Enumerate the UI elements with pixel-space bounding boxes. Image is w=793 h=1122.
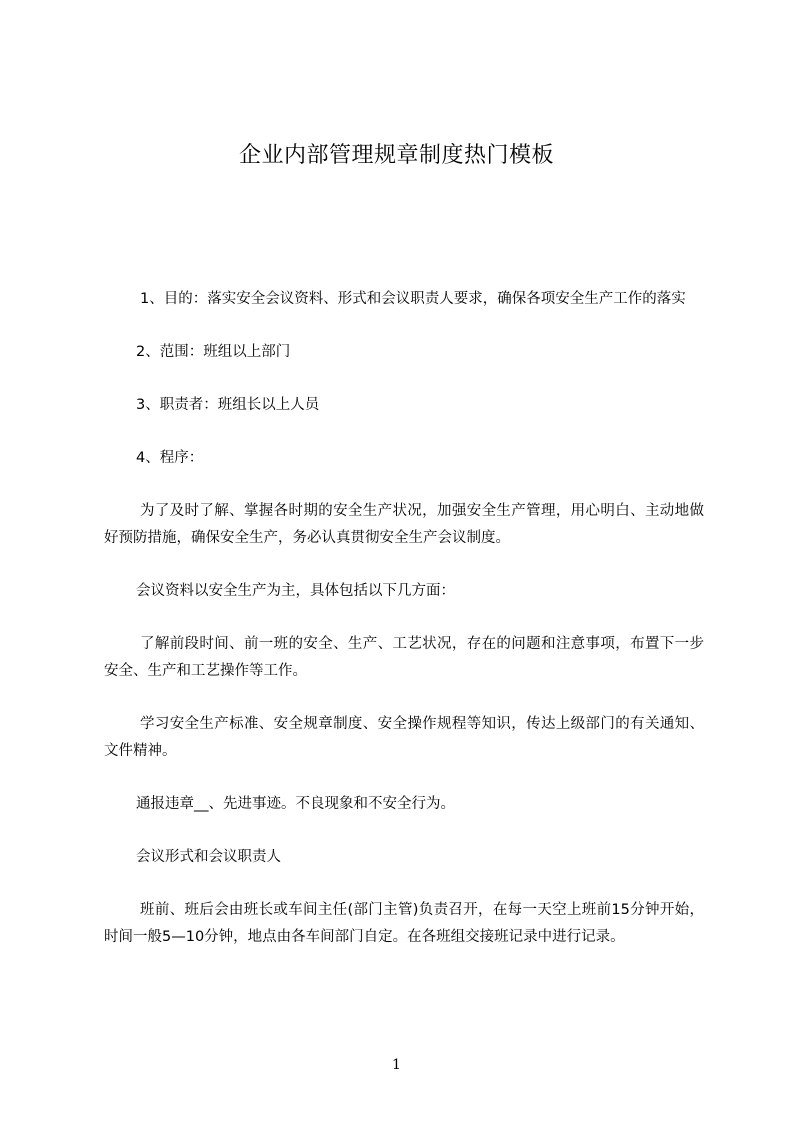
paragraph-review: 了解前段时间、前一班的安全、生产、工艺状况，存在的问题和注意事项，布置下一步安全、生产和工艺操作等工作。 — [104, 636, 704, 679]
document-body — [104, 286, 704, 977]
page-number: 1 — [392, 1057, 401, 1073]
paragraph-purpose: 1、目的：落实安全会议资料、形式和会议职责人要求，确保各项安全生产工作的落实 — [140, 291, 686, 307]
paragraph-scope: 2、范围：班组以上部门 — [136, 344, 291, 360]
paragraph-meeting-content: 会议资料以安全生产为主，具体包括以下几方面： — [136, 583, 455, 599]
paragraph-shift-meeting: 班前、班后会由班长或车间主任(部门主管)负责召开，在每一天空上班前15分钟开始，时间一般5—10分钟，地点由各车间部门自定。在各班组交接班记录中进行记录。 — [104, 902, 704, 945]
paragraph-meeting-form: 会议形式和会议职责人 — [136, 849, 281, 865]
paragraph-study: 学习安全生产标准、安全规章制度、安全操作规程等知识，传达上级部门的有关通知、文件精神。 — [104, 716, 704, 759]
paragraph-procedure: 4、程序： — [136, 450, 204, 466]
document-title: 企业内部管理规章制度热门模板 — [238, 143, 554, 168]
paragraph-report: 通报违章__、先进事迹。不良现象和不安全行为。 — [136, 796, 455, 812]
paragraph-intro: 为了及时了解、掌握各时期的安全生产状况，加强安全生产管理，用心明白、主动地做好预防措施，确保安全生产，务必认真贯彻安全生产会议制度。 — [104, 503, 704, 546]
paragraph-responsible: 3、职责者：班组长以上人员 — [136, 397, 320, 413]
